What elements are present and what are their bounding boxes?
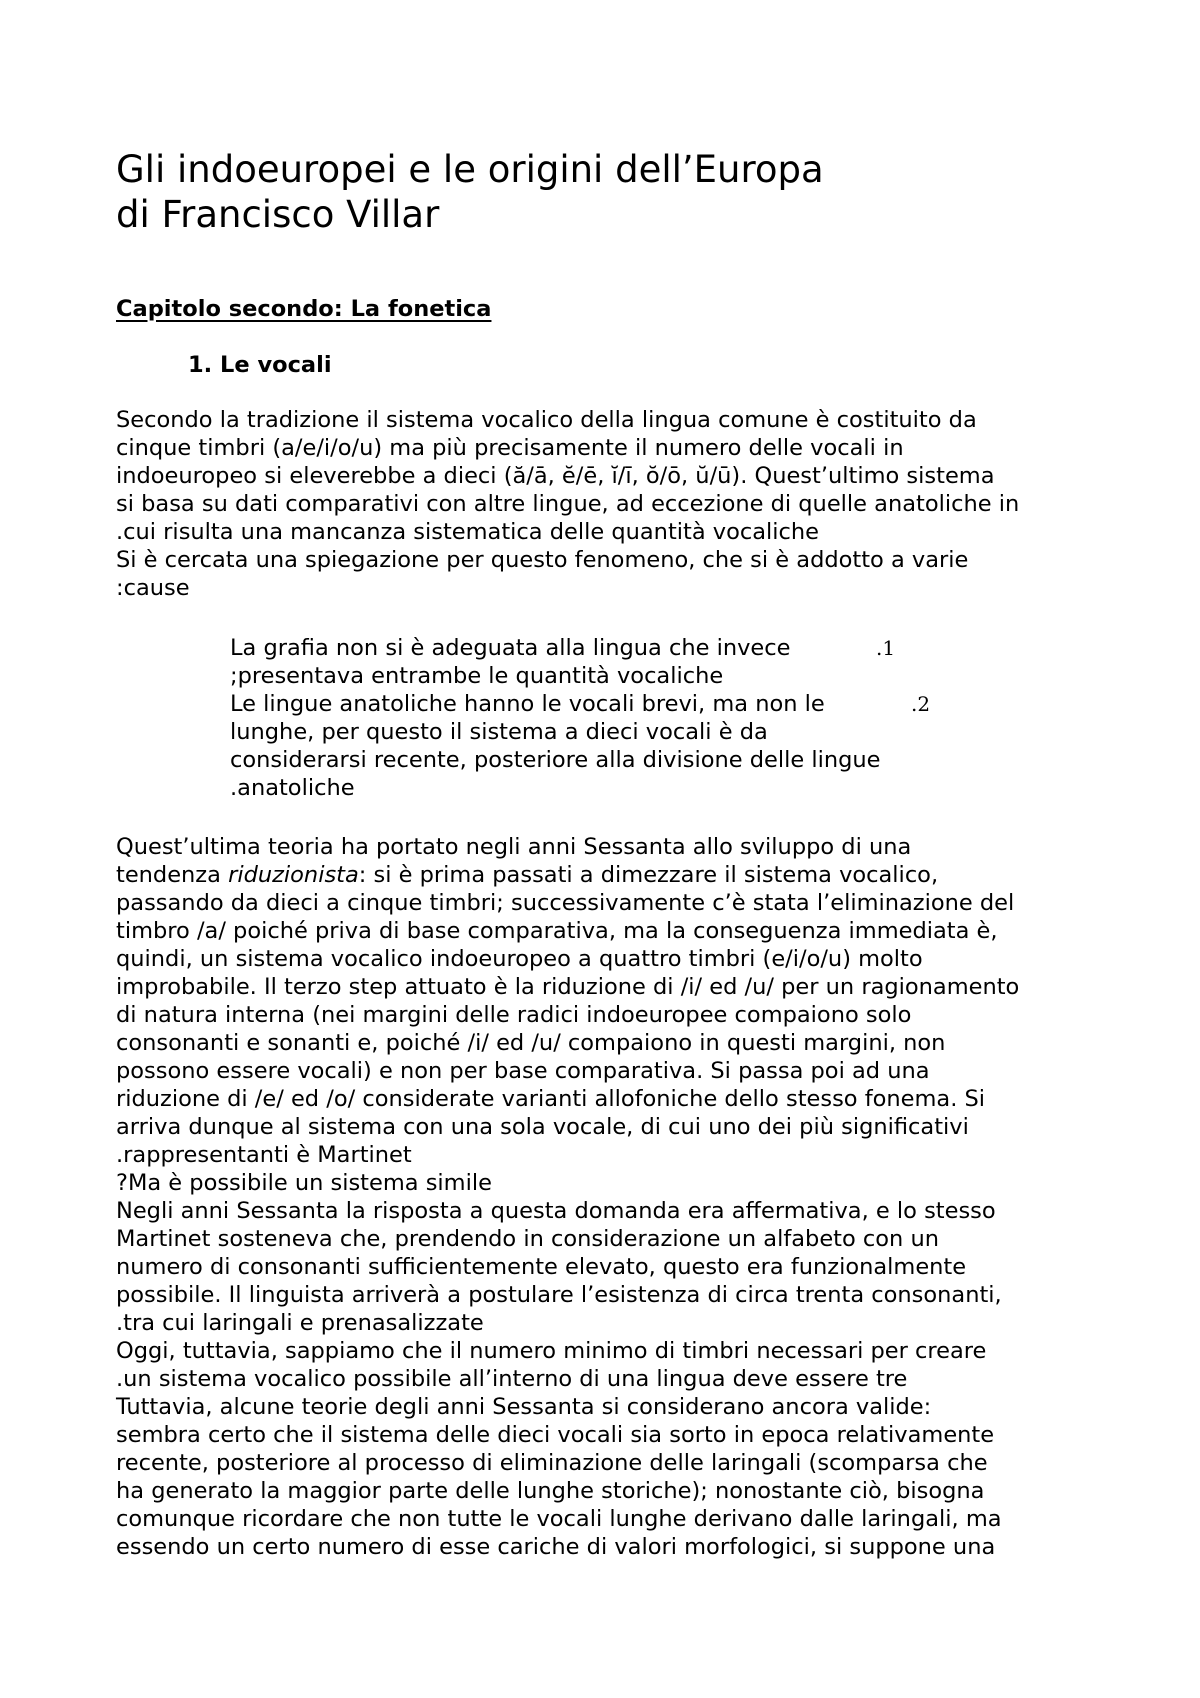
paragraph2-line: recente, posteriore al processo di eliminazione delle laringali (scomparsa che [116, 1450, 988, 1476]
paragraph2-line: .rappresentanti è Martinet [116, 1142, 412, 1168]
paragraph2-line: Negli anni Sessanta la risposta a questa domanda era affermativa, e lo stesso [116, 1198, 996, 1224]
paragraph2-line: passando da dieci a cinque timbri; successivamente c’è stata l’eliminazione del [116, 890, 1015, 916]
document-title-line-2: di Francisco Villar [116, 193, 440, 236]
paragraph2-line: di natura interna (nei margini delle radici indoeuropee compaiono solo [116, 1002, 912, 1028]
paragraph2-line: Martinet sosteneva che, prendendo in considerazione un alfabeto con un [116, 1226, 939, 1252]
paragraph2-line: riduzione di /e/ ed /o/ considerate varianti allofoniche dello stesso fonema. Si [116, 1086, 986, 1112]
list-item-1-number: .1 [876, 636, 896, 660]
paragraph2-line: arriva dunque al sistema con una sola vocale, di cui uno dei più significativi [116, 1114, 969, 1140]
paragraph1-line: si basa su dati comparativi con altre lingue, ad eccezione di quelle anatoliche in [116, 491, 1020, 517]
paragraph2-line: possono essere vocali) e non per base comparativa. Si passa poi ad una [116, 1058, 930, 1084]
paragraph2-line: timbro /a/ poiché priva di base comparativa, ma la conseguenza immediata è, [116, 918, 998, 944]
paragraph2-line: Oggi, tuttavia, sappiamo che il numero minimo di timbri necessari per creare [116, 1338, 987, 1364]
chapter-heading: Capitolo secondo: La fonetica [116, 296, 492, 322]
paragraph2-line: Quest’ultima teoria ha portato negli anni Sessanta allo sviluppo di una [116, 834, 912, 860]
paragraph2-line: numero di consonanti sufficientemente elevato, questo era funzionalmente [116, 1254, 967, 1280]
list-item-1-line: La grafia non si è adeguata alla lingua che invece [230, 635, 791, 661]
paragraph1-line: :cause [116, 575, 190, 601]
paragraph1-line: indoeuropeo si eleverebbe a dieci (ă/ā, ĕ/ē, ĭ/ī, ŏ/ō, ŭ/ū). Quest’ultimo sistema [116, 463, 995, 489]
paragraph2-line: ha generato la maggior parte delle lunghe storiche); nonostante ciò, bisogna [116, 1478, 985, 1504]
paragraph1-line: .cui risulta una mancanza sistematica delle quantità vocaliche [116, 519, 819, 545]
paragraph2-line: improbabile. Il terzo step attuato è la riduzione di /i/ ed /u/ per un ragionamento [116, 974, 1020, 1000]
paragraph2-line: comunque ricordare che non tutte le vocali lunghe derivano dalle laringali, ma [116, 1506, 1002, 1532]
paragraph2-line: consonanti e sonanti e, poiché /i/ ed /u/ compaiono in questi margini, non [116, 1030, 946, 1056]
paragraph2-line: possibile. Il linguista arriverà a postulare l’esistenza di circa trenta consonanti, [116, 1282, 1002, 1308]
paragraph2-line: Tuttavia, alcune teorie degli anni Sessanta si considerano ancora valide: [116, 1394, 932, 1420]
emphasized-term: riduzionista [228, 862, 359, 888]
list-item-2-line: lunghe, per questo il sistema a dieci vocali è da [230, 719, 768, 745]
list-item-1-line: ;presentava entrambe le quantità vocaliche [230, 663, 724, 689]
paragraph2-text: : si è prima passati a dimezzare il sistema vocalico, [358, 862, 939, 888]
paragraph1-line: Si è cercata una spiegazione per questo fenomeno, che si è addotto a varie [116, 547, 969, 573]
paragraph1-line: Secondo la tradizione il sistema vocalico della lingua comune è costituito da [116, 407, 977, 433]
paragraph2-line: ?Ma è possibile un sistema simile [116, 1170, 492, 1196]
document-title-line-1: Gli indoeuropei e le origini dell’Europa [116, 148, 824, 191]
paragraph2-line [116, 861, 938, 889]
paragraph2-line: quindi, un sistema vocalico indoeuropeo a quattro timbri (e/i/o/u) molto [116, 946, 923, 972]
list-item-2-line: .anatoliche [230, 775, 355, 801]
list-item-2-number: .2 [911, 692, 931, 716]
list-item-2-line: Le lingue anatoliche hanno le vocali brevi, ma non le [230, 691, 825, 717]
list-item-2-line: considerarsi recente, posteriore alla divisione delle lingue [230, 747, 881, 773]
paragraph2-line: essendo un certo numero di esse cariche di valori morfologici, si suppone una [116, 1534, 996, 1560]
paragraph2-text: tendenza [116, 862, 229, 888]
paragraph2-line: sembra certo che il sistema delle dieci vocali sia sorto in epoca relativamente [116, 1422, 995, 1448]
paragraph2-line: .tra cui laringali e prenasalizzate [116, 1310, 484, 1336]
section-heading: 1. Le vocali [188, 352, 332, 378]
paragraph2-line: .un sistema vocalico possibile all’interno di una lingua deve essere tre [116, 1366, 908, 1392]
paragraph1-line: cinque timbri (a/e/i/o/u) ma più precisamente il numero delle vocali in [116, 435, 904, 461]
